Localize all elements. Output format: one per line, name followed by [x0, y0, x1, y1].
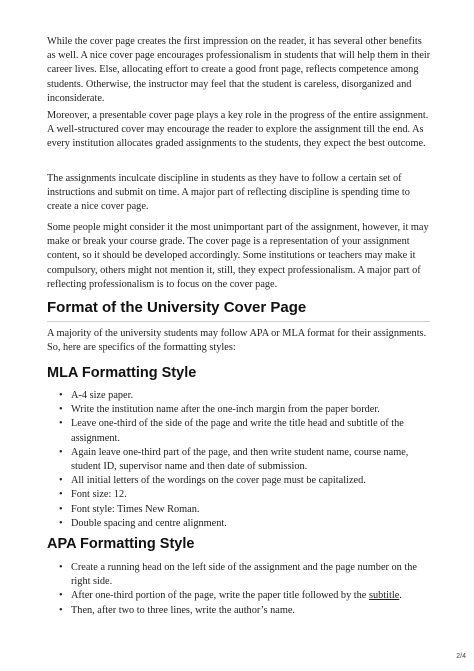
- paragraph-discipline: The assignments inculcate discipline in students as they have to follow a certain set of instructions and submit on time. A major part of reflecting discipline is spending time to create a nice cover page.: [47, 173, 410, 213]
- page-number: 2/4: [456, 653, 466, 660]
- list-item: • Font style: Times New Roman.: [47, 503, 431, 517]
- list-item: • Font size: 12.: [47, 488, 431, 502]
- list-item: • Double spacing and centre alignment.: [47, 517, 431, 531]
- list-item: • Leave one-third of the side of the page and write the title head and subtitle of the assignment.: [47, 417, 431, 445]
- heading-format: Format of the University Cover Page: [47, 299, 307, 316]
- paragraph-professionalism: Some people might consider it the most unimportant part of the assignment, however, it may make or break your course grade. The cover page is a representation of your assignment content, so it should be developed accordingly. Some institutions or teachers may make it compulsory, others might not mention it, still, they expect professionalism. A major part of reflecting professionalism is to focus on the cover page.: [47, 222, 429, 290]
- apa-list: [47, 561, 431, 618]
- subtitle-link[interactable]: subtitle: [368, 590, 400, 602]
- heading-divider: [47, 321, 430, 322]
- list-item: • Write the institution name after the one-inch margin from the paper border.: [47, 403, 431, 417]
- list-item: [47, 589, 431, 603]
- list-item: • A-4 size paper.: [47, 389, 431, 403]
- list-item: • Again leave one-third part of the page, and then write student name, course name, student ID, supervisor name and then date of submission.: [47, 446, 431, 474]
- paragraph-presentable: Moreover, a presentable cover page plays a key role in the progress of the entire assignment. A well-structured cover may encourage the reader to explore the assignment till the end. As every institution allocates graded assignments to the students, they expect the best outcome.: [47, 110, 429, 150]
- list-item-text: After one-third portion of the page, write the paper title followed by the: [71, 590, 369, 602]
- paragraph-format-intro: A majority of the university students may follow APA or MLA format for their assignments. So, here are specifics of the formatting styles:: [47, 328, 427, 354]
- list-item: • Create a running head on the left side of the assignment and the page number on the right side.: [47, 561, 431, 589]
- link-suffix: .: [399, 590, 402, 602]
- list-item: • All initial letters of the wordings on the cover page must be capitalized.: [47, 474, 431, 488]
- mla-list: [47, 389, 431, 531]
- paragraph-benefits: While the cover page creates the first impression on the reader, it has several other benefits as well. A nice cover page encourages professionalism in students that will help them in their career lives. Else, allocating effort to create a good front page, reflects competence among students. Otherwise, the instructor may feel that the student is careless, disorganized and inconsiderate.: [47, 36, 431, 104]
- heading-mla: MLA Formatting Style: [47, 365, 197, 381]
- heading-apa: APA Formatting Style: [47, 536, 195, 552]
- list-item: • Then, after two to three lines, write the author’s name.: [47, 604, 431, 618]
